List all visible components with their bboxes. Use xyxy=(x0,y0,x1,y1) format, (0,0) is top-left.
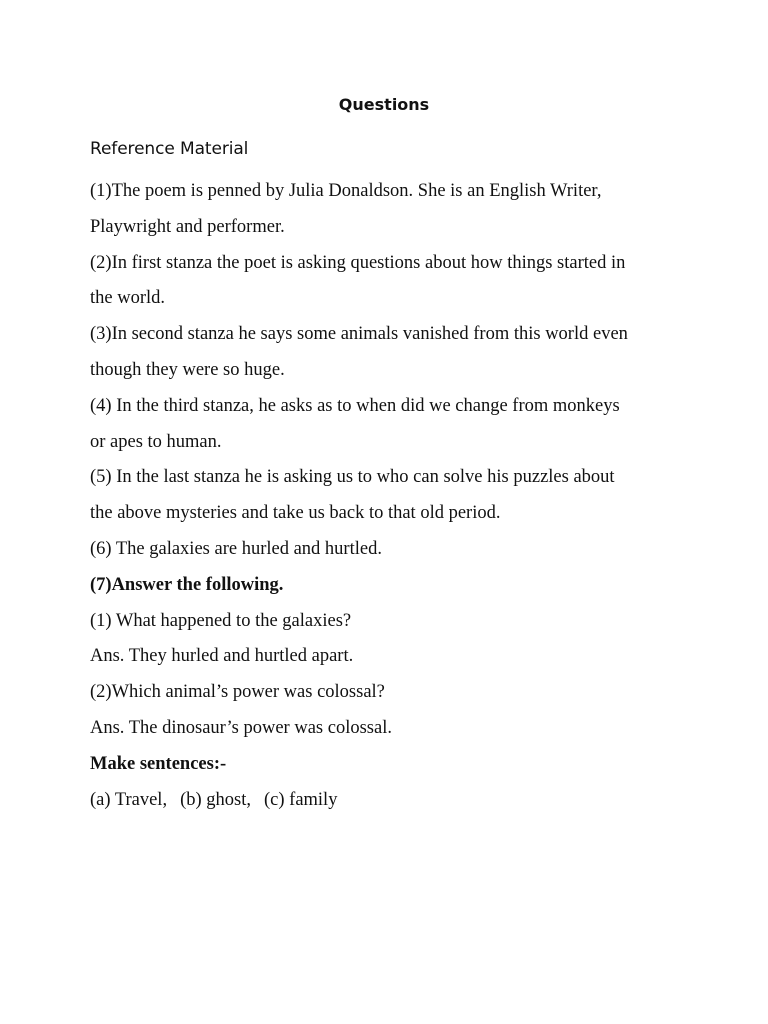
point-3-line-2: though they were so huge. xyxy=(90,359,285,380)
point-5-line-1: (5) In the last stanza he is asking us to who can solve his puzzles about xyxy=(90,467,615,488)
answer-2: Ans. The dinosaur’s power was colossal. xyxy=(90,717,392,738)
make-sentences-heading xyxy=(90,747,690,783)
sentence-item-a: (a) Travel, xyxy=(90,789,168,810)
point-1-line-2: Playwright and performer. xyxy=(90,216,285,237)
answer-heading: (7)Answer the following. xyxy=(90,574,284,595)
sentence-item-c: (c) family xyxy=(264,789,338,810)
point-2-line-1: (2)In first stanza the poet is asking questions about how things started in xyxy=(90,252,626,273)
point-1-line-1: (1)The poem is penned by Julia Donaldson. She is an English Writer, xyxy=(90,181,602,201)
question-2: (2)Which animal’s power was colossal? xyxy=(90,682,385,703)
make-sentences-items xyxy=(90,783,690,819)
page-title: Questions xyxy=(338,95,430,114)
sentence-item-b: (b) ghost, xyxy=(180,789,251,810)
point-6-line-1: (6) The galaxies are hurled and hurtled. xyxy=(90,538,382,559)
make-sentences-suffix: :- xyxy=(213,753,227,774)
make-sentences-label: Make sentences xyxy=(90,753,214,774)
point-4-line-1: (4) In the third stanza, he asks as to when did we change from monkeys xyxy=(90,395,620,416)
section-subtitle: Reference Material xyxy=(90,139,249,159)
point-4-line-2: or apes to human. xyxy=(90,431,222,452)
point-2-line-2: the world. xyxy=(90,288,166,309)
point-5-line-2: the above mysteries and take us back to that old period. xyxy=(90,503,501,524)
point-3-line-1: (3)In second stanza he says some animals vanished from this world even xyxy=(90,324,628,345)
document-body xyxy=(90,174,690,818)
question-1: (1) What happened to the galaxies? xyxy=(90,610,352,631)
answer-1: Ans. They hurled and hurtled apart. xyxy=(90,646,354,667)
